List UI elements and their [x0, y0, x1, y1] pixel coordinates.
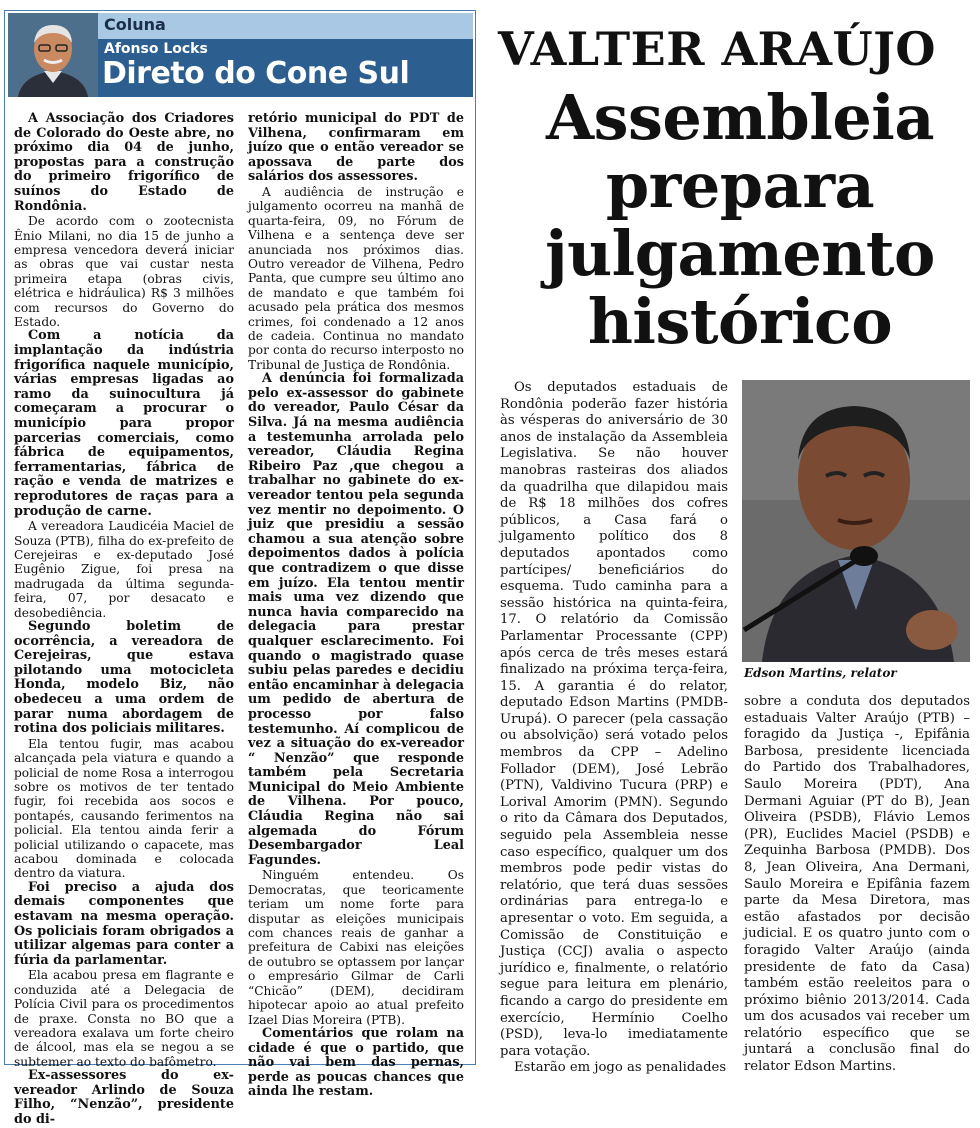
- paragraph: Estarão em jogo as penalidades: [514, 1060, 727, 1076]
- left-column-2: [248, 112, 464, 1100]
- column-label: Coluna: [104, 15, 166, 34]
- paragraph: Com a notícia da implantação da indústria frigorífica naquele município, várias empresas ligadas ao ramo da suinocultura já começaram a procurar o município para propor parcerias comerciais, como fábrica de equipamentos, ferramentarias, fábrica de ração e venda de matrizes e reprodutores de raças para a produção de carne.: [14, 328, 234, 519]
- paragraph: sobre a conduta dos deputados estaduais Valter Araújo (PTB) – foragido da Justiça -, Epifânia Barbosa, presidente licenciada do Partido dos Trabalhadores, Saulo Moreira (PDT), Ana Dermani Aguiar (PT do B), Jean Oliveira (PSDB), Flávio Lemos (PR), Euclides Maciel (PSDB) e Zequinha Barbosa (PMDB). Dos 8, Jean Oliveira, Ana Dermani, Saulo Moreira e Epifânia fazem parte da Mesa Diretora, mas estão afastados por decisão judicial. E os quatro junto com o foragido Valter Araújo (ainda presidente de fato da Casa) também estão reeleitos para o próximo biênio 2013/2014. Cada um dos acusados vai receber um relatório específico que se juntará a conclusão final do relator Edson Martins.: [744, 694, 970, 1075]
- paragraph: Ela tentou fugir, mas acabou alcançada pela viatura e quando a policial de nome Rosa a interrogou sobre os motivos de ter tentado fugir, foi recebida aos socos e pontapés, causando ferimentos na policial. Ela tentou ainda ferir a policial utilizando o capacete, mas acabou dominada e colocada dentro da viatura.: [14, 736, 234, 881]
- paragraph: A vereadora Laudicéia Maciel de Souza (PTB), filha do ex-prefeito de Cerejeiras e ex-deputado José Eugênio Zigue, foi presa na madrugada da última segunda-feira, 07, por desacato e desobediência.: [14, 519, 234, 620]
- column-title: Direto do Cone Sul: [102, 56, 410, 91]
- paragraph: De acordo com o zootecnista Ênio Milani, no dia 15 de junho a empresa vencedora deverá iniciar as obras que vai custar nesta primeira etapa (obras civis, elétrica e hidráulica) R$ 3 milhões com recursos do Governo do Estado.: [14, 214, 234, 329]
- column-author: Afonso Locks: [104, 41, 208, 57]
- paragraph: Ex-assessores do ex-vereador Arlindo de Souza Filho, “Nenzão”, presidente do di-: [14, 1068, 234, 1127]
- left-column-1: [14, 112, 234, 1128]
- section-header: VALTER ARAÚJO: [498, 22, 936, 76]
- paragraph: Ela acabou presa em flagrante e conduzida até a Delegacia de Polícia Civil para os procedimentos de praxe. Consta no BO que a vereadora exalava um forte cheiro de álcool, mas ela se negou a se subtemer ao texto do bafômetro.: [14, 968, 234, 1069]
- article-column-1: [500, 380, 728, 1077]
- relator-photo: [742, 380, 970, 662]
- paragraph: Foi preciso a ajuda dos demais componentes que estavam na mesma operação. Os policiais foram obrigados a utilizar algemas para conter a fúria da parlamentar.: [14, 879, 234, 968]
- paragraph: retório municipal do PDT de Vilhena, confirmaram em juízo que o então vereador se apossava de parte dos salários dos assessores.: [248, 111, 464, 185]
- paragraph: Os deputados estaduais de Rondônia poderão fazer história às vésperas do aniversário de 30 anos de instalação da Assembleia Legislativa. Se não houver manobras rasteiras dos aliados da quadrilha que dilapidou mais de R$ 18 milhões dos cofres públicos, a Casa fará o julgamento político dos 8 deputados apontados como partícipes/ beneficiários do esquema. Tudo caminha para a sessão histórica na quinta-feira, 17. O relatório da Comissão Parlamentar Processante (CPP) após cerca de três meses estará finalizado na próxima terça-feira, 15. A garantia é do relator, deputado Edson Martins (PMDB-Urupá). O parecer (pela cassação ou absolvição) será votado pelos membros da CPP – Adelino Follador (DEM), José Lebrão (PTN), Valdivino Tucura (PRP) e Lorival Amorim (PMN). Segundo o rito da Câmara dos Deputados, seguido pela Assembleia nesse caso específico, qualquer um dos membros pode pedir vistas do relatório, que terá duas sessões ordinárias para entrega-lo e apresentar o voto. Em seguida, a Comissão de Constituição e Justiça (CCJ) avalia o aspecto jurídico e, finalmente, o relatório segue para leitura em plenário, ficando a cargo do presidente em exercício, Hermínio Coelho (PSD), leva-lo imediatamente para votação.: [500, 380, 728, 1059]
- paragraph: A denúncia foi formalizada pelo ex-assessor do gabinete do vereador, Paulo César da Silva. Já na mesma audiência a testemunha arrolada pelo vereador, Cláudia Regina Ribeiro Paz ,que chegou a trabalhar no gabinete do ex-vereador tentou pela segunda vez mentir no depoimento. O juiz que presidiu a sessão chamou a sua atenção sobre depoimentos dados à polícia que contradizem o que disse em juízo. Ela tentou mentir mais uma vez dizendo que nunca havia comparecido na delegacia para prestar qualquer esclarecimento. Foi quando o magistrado quase subiu pelas paredes e decidiu então encaminhar à delegacia um pedido de abertura de processo por falso testemunho. Aí complicou de vez a situação do ex-vereador “ Nenzão” que responde também pela Secretaria Municipal do Meio Ambiente de Vilhena. Por pouco, Cláudia Regina não sai algemada do Fórum Desembargador Leal Fagundes.: [248, 371, 464, 868]
- paragraph: Segundo boletim de ocorrência, a vereadora de Cerejeiras, que estava pilotando uma motocicleta Honda, modelo Biz, não obedeceu a uma ordem de parar numa abordagem de rotina dos policiais militares.: [14, 618, 234, 737]
- article-column-2: [744, 694, 970, 1076]
- paragraph: A Associação dos Criadores de Colorado do Oeste abre, no próximo dia 04 de junho, propostas para a construção do primeiro frigorífico de suínos do Estado de Rondônia.: [14, 111, 234, 214]
- paragraph: A audiência de instrução e julgamento ocorreu na manhã de quarta-feira, 09, no Fórum de Vilhena e a sentença deve ser anunciada nos próximos dias. Outro vereador de Vilhena, Pedro Panta, que cumpre seu último ano de mandato e que também foi acusado pela prática dos mesmos crimes, foi condenado a 12 anos de cadeia. Continua no mandato por conta do recurso interposto no Tribunal de Justiça de Rondônia.: [248, 184, 464, 372]
- paragraph: Ninguém entendeu. Os Democratas, que teoricamente teriam um nome forte para disputar as eleições municipais com chances reais de ganhar a prefeitura de Cabixi nas eleições de outubro se optassem por lançar o empresário Gilmar de Carli “Chicão” (DEM), decidiram hipotecar apoio ao atual prefeito Izael Dias Moreira (PTB).: [248, 868, 464, 1027]
- author-photo: [8, 13, 98, 97]
- headline: Assembleia prepara julgamento histórico: [545, 81, 935, 358]
- paragraph: Comentários que rolam na cidade é que o partido, que não vai bem das pernas, perde as poucas chances que ainda lhe restam.: [248, 1025, 464, 1100]
- photo-caption: Edson Martins, relator: [744, 666, 897, 680]
